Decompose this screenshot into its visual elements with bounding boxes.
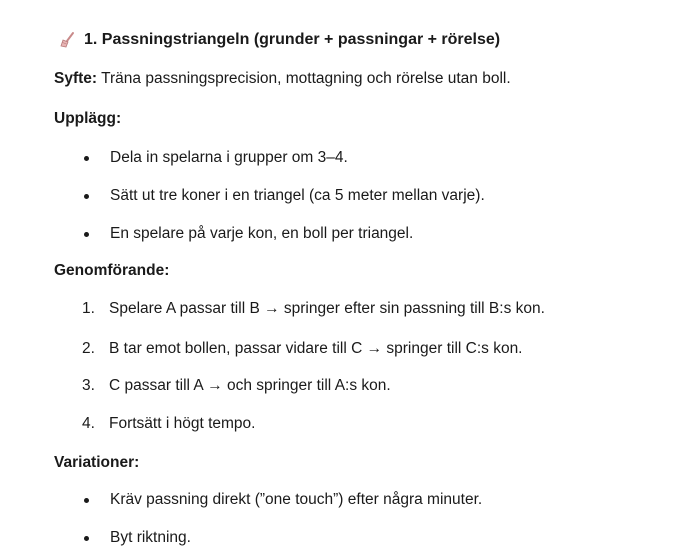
list-item-text: Kräv passning direkt (”one touch”) efter några minuter. xyxy=(110,491,483,508)
list-number: 2. xyxy=(82,340,95,357)
heading-text: 1. Passningstriangeln (grunder + passningar + rörelse) xyxy=(84,31,501,48)
list-item xyxy=(82,377,391,395)
list-item xyxy=(84,491,482,509)
list-item xyxy=(82,340,523,358)
list-item-text: Fortsätt i högt tempo. xyxy=(109,415,256,432)
bullet-icon xyxy=(84,498,89,503)
list-item-text: Sätt ut tre koner i en triangel (ca 5 meter mellan varje). xyxy=(110,187,485,204)
list-item-text: En spelare på varje kon, en boll per triangel. xyxy=(110,225,414,242)
list-item-text: Dela in spelarna i grupper om 3–4. xyxy=(110,149,348,166)
bullet-icon xyxy=(84,232,89,237)
list-number: 4. xyxy=(82,415,95,432)
genomforande-label: Genomförande: xyxy=(54,262,170,279)
syfte-paragraph xyxy=(54,70,511,88)
section-heading xyxy=(58,30,500,50)
list-item xyxy=(84,529,191,547)
bullet-icon xyxy=(84,536,89,541)
broom-icon xyxy=(58,30,78,50)
list-number: 3. xyxy=(82,377,95,394)
bullet-icon xyxy=(84,156,89,161)
list-item xyxy=(84,149,348,167)
list-number: 1. xyxy=(82,300,95,317)
bullet-icon xyxy=(84,194,89,199)
list-item xyxy=(84,225,413,243)
list-item-text: B tar emot bollen, passar vidare till C → springer till C:s kon. xyxy=(109,340,523,357)
list-item xyxy=(82,300,545,318)
list-item xyxy=(84,187,485,205)
upplagg-label: Upplägg: xyxy=(54,110,122,127)
list-item xyxy=(82,415,255,433)
list-item-text: C passar till A → och springer till A:s kon. xyxy=(109,377,391,394)
syfte-label: Syfte: xyxy=(54,70,98,87)
list-item-text: Spelare A passar till B → springer efter sin passning till B:s kon. xyxy=(109,300,545,317)
syfte-text: Träna passningsprecision, mottagning och rörelse utan boll. xyxy=(97,70,511,87)
list-item-text: Byt riktning. xyxy=(110,529,191,546)
variationer-label: Variationer: xyxy=(54,454,140,471)
